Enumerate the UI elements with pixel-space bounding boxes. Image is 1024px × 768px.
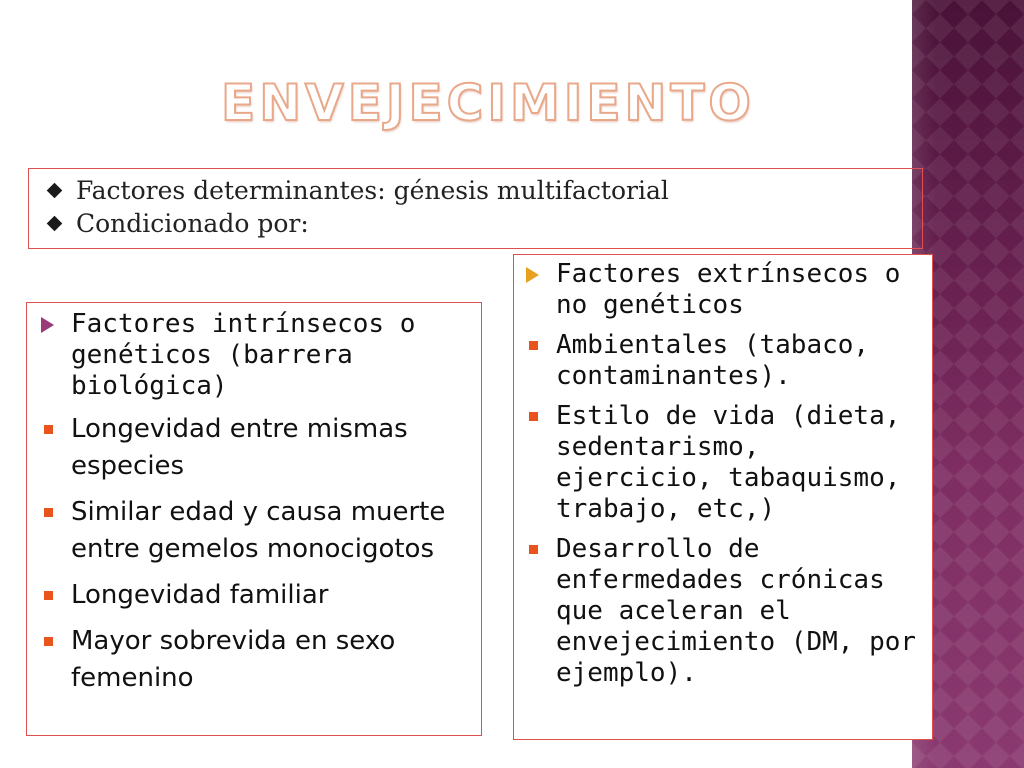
list-item xyxy=(41,577,473,614)
slide-title: ENVEJECIMIENTO xyxy=(221,74,755,132)
diamond-bullet-icon xyxy=(47,216,63,232)
panel-heading xyxy=(526,259,926,321)
intrinsic-factors-panel xyxy=(26,302,482,736)
square-bullet-icon xyxy=(44,425,53,434)
panel-heading-text: Factores intrínsecos o genéticos (barrera biológica) xyxy=(71,309,416,401)
square-bullet-icon xyxy=(529,545,538,554)
list-item xyxy=(526,534,926,689)
list-item-text: Mayor sobrevida en sexo femenino xyxy=(71,626,396,693)
square-bullet-icon xyxy=(44,591,53,600)
panel-heading-text: Factores extrínsecos o no genéticos xyxy=(556,259,901,320)
diamond-bullet-icon xyxy=(47,183,63,199)
extrinsic-factors-panel xyxy=(513,254,933,740)
square-bullet-icon xyxy=(529,412,538,421)
list-item-text: Desarrollo de enfermedades crónicas que aceleran el envejecimiento (DM, por ejemplo). xyxy=(556,534,917,688)
square-bullet-icon xyxy=(44,508,53,517)
triangle-bullet-icon xyxy=(526,267,539,283)
list-item xyxy=(41,411,473,485)
list-item xyxy=(526,401,926,525)
list-item-text: Similar edad y causa muerte entre gemelos monocigotos xyxy=(71,497,446,564)
square-bullet-icon xyxy=(529,341,538,350)
summary-item xyxy=(45,174,922,207)
summary-box xyxy=(28,168,923,249)
panel-heading xyxy=(41,309,473,402)
list-item xyxy=(41,623,473,697)
triangle-bullet-icon xyxy=(41,317,54,333)
list-item-text: Longevidad entre mismas especies xyxy=(71,414,408,481)
list-item xyxy=(41,494,473,568)
square-bullet-icon xyxy=(44,637,53,646)
list-item-text: Ambientales (tabaco, contaminantes). xyxy=(556,330,870,391)
summary-item-text: Factores determinantes: génesis multifactorial xyxy=(76,176,669,205)
summary-item-text: Condicionado por: xyxy=(76,209,309,238)
list-item xyxy=(526,330,926,392)
list-item-text: Longevidad familiar xyxy=(71,580,329,610)
list-item-text: Estilo de vida (dieta, sedentarismo, ejercicio, tabaquismo, trabajo, etc,) xyxy=(556,401,901,524)
summary-item xyxy=(45,207,922,240)
